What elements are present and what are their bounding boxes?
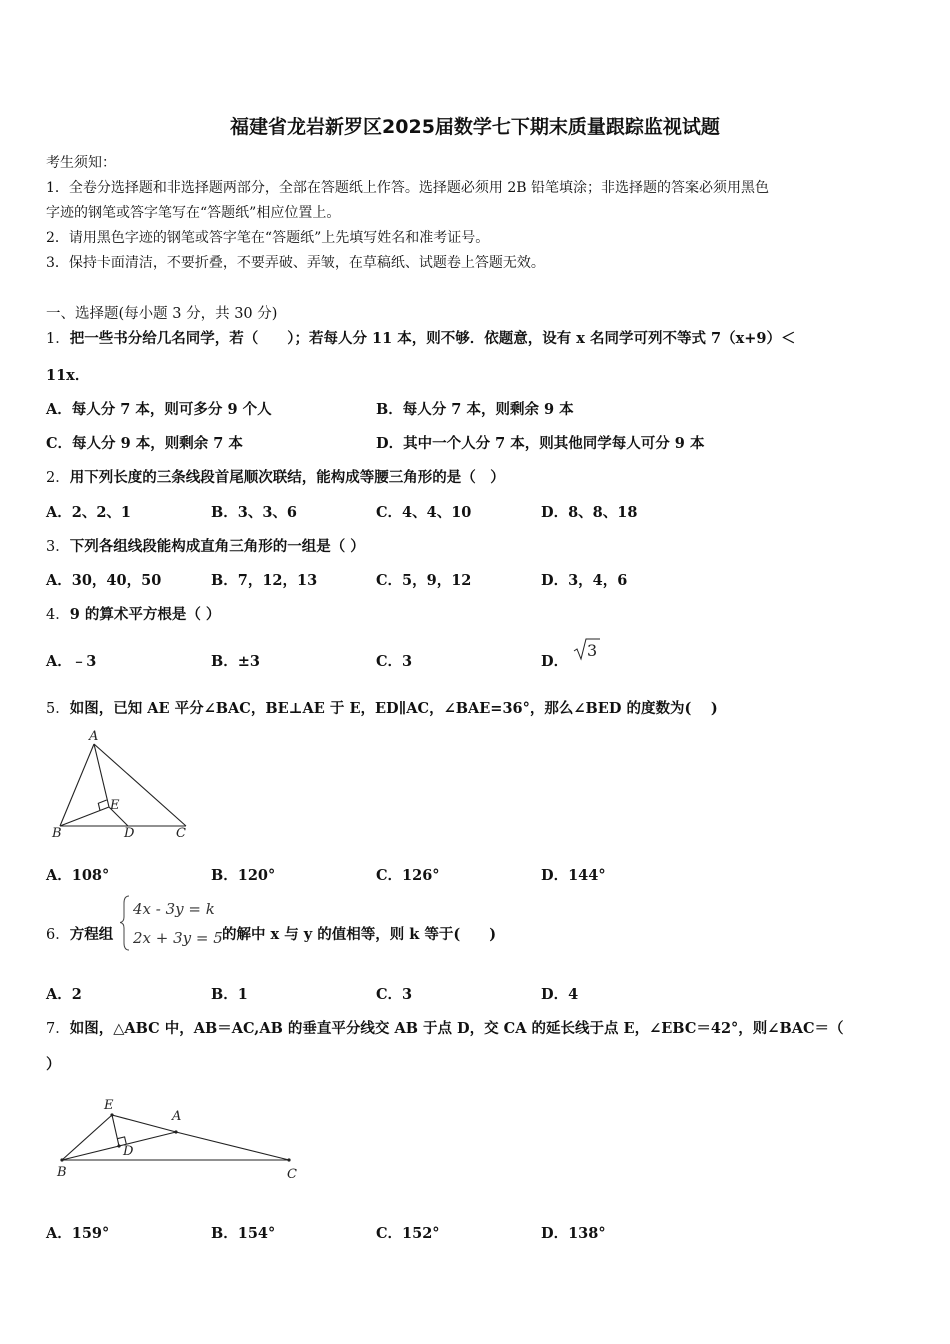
- question-3-number: 3．: [46, 539, 70, 555]
- sqrt-3-expression: [572, 636, 602, 662]
- equation-brace: [120, 896, 129, 950]
- question-6-option-d[interactable]: D．4: [541, 986, 579, 1003]
- question-1-text-line-1: 把一些书分给几名同学，若（ ）；若每人分 11 本，则不够．依题意，设有 x 名同学可列不等式 7（x+9）＜: [69, 330, 796, 347]
- question-5-option-b[interactable]: B．120°: [211, 867, 276, 884]
- question-4-text: 9 的算术平方根是（ ）: [69, 606, 221, 623]
- question-1-option-a[interactable]: A．每人分 7 本，则可多分 9 个人: [46, 401, 272, 418]
- question-3-option-c[interactable]: C．5，9，12: [376, 572, 472, 589]
- fig7-line-be: [62, 1115, 112, 1160]
- question-6-suffix: 的解中 x 与 y 的值相等，则 k 等于( ): [222, 926, 497, 943]
- question-6-option-a[interactable]: A．2: [46, 986, 82, 1003]
- equation-system: [120, 893, 225, 953]
- fig7-line-ae: [112, 1115, 176, 1132]
- fig5-label-e: E: [110, 798, 120, 813]
- question-1-option-b[interactable]: B．每人分 7 本，则剩余 9 本: [376, 401, 574, 418]
- fig7-label-d: D: [123, 1144, 134, 1159]
- question-5-option-c[interactable]: C．126°: [376, 867, 440, 884]
- fig7-point-e: [110, 1113, 113, 1116]
- question-5-option-a[interactable]: A．108°: [46, 867, 110, 884]
- fig7-line-ed: [112, 1115, 119, 1146]
- question-7-option-c[interactable]: C．152°: [376, 1225, 440, 1242]
- fig7-point-d: [117, 1144, 120, 1147]
- section-heading-choice: 一、选择题(每小题 3 分，共 30 分): [46, 306, 278, 322]
- question-6-option-c[interactable]: C．3: [376, 986, 413, 1003]
- notice-item-3: 3．保持卡面清洁，不要折叠，不要弄破、弄皱，在草稿纸、试题卷上答题无效。: [46, 255, 545, 271]
- question-1-number: 1．: [46, 331, 70, 347]
- question-2-option-d[interactable]: D．8、8、18: [541, 504, 638, 521]
- question-6-number: 6．: [46, 927, 70, 943]
- question-3-option-d[interactable]: D．3，4，6: [541, 572, 628, 589]
- fig7-label-a: A: [172, 1109, 182, 1124]
- question-5: [46, 697, 718, 718]
- fig5-line-ab: [60, 744, 94, 826]
- question-7-text-line-1: 如图，△ABC 中，AB＝AC,AB 的垂直平分线交 AB 于点 D，交 CA 的延长线于点 E，∠EBC＝42°，则∠BAC＝（: [69, 1020, 844, 1037]
- fig7-point-a: [174, 1130, 177, 1133]
- question-3-text: 下列各组线段能构成直角三角形的一组是（ ）: [69, 538, 365, 555]
- question-7: [46, 1017, 844, 1038]
- fig7-label-e: E: [104, 1098, 114, 1113]
- fig7-line-ac: [176, 1132, 289, 1160]
- question-7-text-line-2: ）: [46, 1056, 61, 1073]
- fig5-label-a: A: [89, 729, 99, 744]
- question-4-option-d[interactable]: [541, 650, 568, 671]
- question-6-prefix-text: 方程组: [69, 926, 114, 943]
- question-3-option-a[interactable]: A．30，40，50: [46, 572, 162, 589]
- fig5-line-ae: [94, 744, 109, 807]
- question-2-option-c[interactable]: C．4、4、10: [376, 504, 472, 521]
- notice-item-1-line-2: 字迹的钢笔或答字笔写在“答题纸”相应位置上。: [46, 205, 341, 221]
- question-4-option-a[interactable]: A．﹣3: [46, 653, 97, 670]
- fig7-label-c: C: [287, 1167, 297, 1182]
- fig5-label-c: C: [176, 826, 186, 841]
- fig5-label-b: B: [52, 826, 62, 841]
- page-title: 福建省龙岩新罗区2025届数学七下期末质量跟踪监视试题: [230, 116, 720, 138]
- question-1-text-line-2: 11x．: [46, 367, 90, 384]
- fig5-label-d: D: [124, 826, 135, 841]
- question-4-number: 4．: [46, 607, 70, 623]
- fig7-point-c: [287, 1158, 290, 1161]
- question-3: [46, 535, 365, 556]
- question-3-option-b[interactable]: B．7，12，13: [211, 572, 318, 589]
- question-1-option-d[interactable]: D．其中一个人分 7 本，则其他同学每人可分 9 本: [376, 435, 705, 452]
- question-4-option-d-label: D．: [541, 653, 569, 670]
- question-2-option-b[interactable]: B．3、3、6: [211, 504, 298, 521]
- notice-item-1-line-1: 1．全卷分选择题和非选择题两部分，全部在答题纸上作答。选择题必须用 2B 铅笔填涂；非选择题的答案必须用黑色: [46, 180, 769, 196]
- question-1: [46, 327, 796, 348]
- question-5-number: 5．: [46, 701, 70, 717]
- question-7-option-d[interactable]: D．138°: [541, 1225, 606, 1242]
- fig5-line-be: [60, 807, 109, 826]
- notice-item-2: 2．请用黑色字迹的钢笔或答字笔在“答题纸”上先填写姓名和准考证号。: [46, 230, 490, 246]
- question-1-option-c[interactable]: C．每人分 9 本，则剩余 7 本: [46, 435, 243, 452]
- fig7-point-b: [60, 1158, 63, 1161]
- fig7-label-b: B: [57, 1165, 67, 1180]
- question-4-option-c[interactable]: C．3: [376, 653, 413, 670]
- question-6-prefix: [46, 923, 113, 944]
- question-7-number: 7．: [46, 1021, 70, 1037]
- question-6-option-b[interactable]: B．1: [211, 986, 248, 1003]
- question-5-text: 如图，已知 AE 平分∠BAC，BE⊥AE 于 E，ED∥AC，∠BAE=36°，那么∠BED 的度数为( ): [69, 700, 718, 717]
- sqrt-radicand: 3: [587, 641, 598, 660]
- question-2-number: 2．: [46, 470, 70, 486]
- question-7-option-b[interactable]: B．154°: [211, 1225, 276, 1242]
- equation-line-1: 4x - 3y = k: [133, 900, 215, 918]
- figure-question-5: [46, 726, 196, 841]
- question-5-option-d[interactable]: D．144°: [541, 867, 606, 884]
- question-7-option-a[interactable]: A．159°: [46, 1225, 110, 1242]
- question-4: [46, 603, 220, 624]
- equation-line-2: 2x + 3y = 5: [133, 929, 223, 947]
- notice-heading: 考生须知：: [46, 155, 116, 171]
- fig5-line-ac: [94, 744, 186, 826]
- question-2-option-a[interactable]: A．2、2、1: [46, 504, 132, 521]
- figure-question-7: [46, 1094, 306, 1186]
- question-2: [46, 466, 505, 487]
- question-4-option-b[interactable]: B．±3: [211, 653, 260, 670]
- question-2-text: 用下列长度的三条线段首尾顺次联结，能构成等腰三角形的是（ ）: [69, 469, 505, 486]
